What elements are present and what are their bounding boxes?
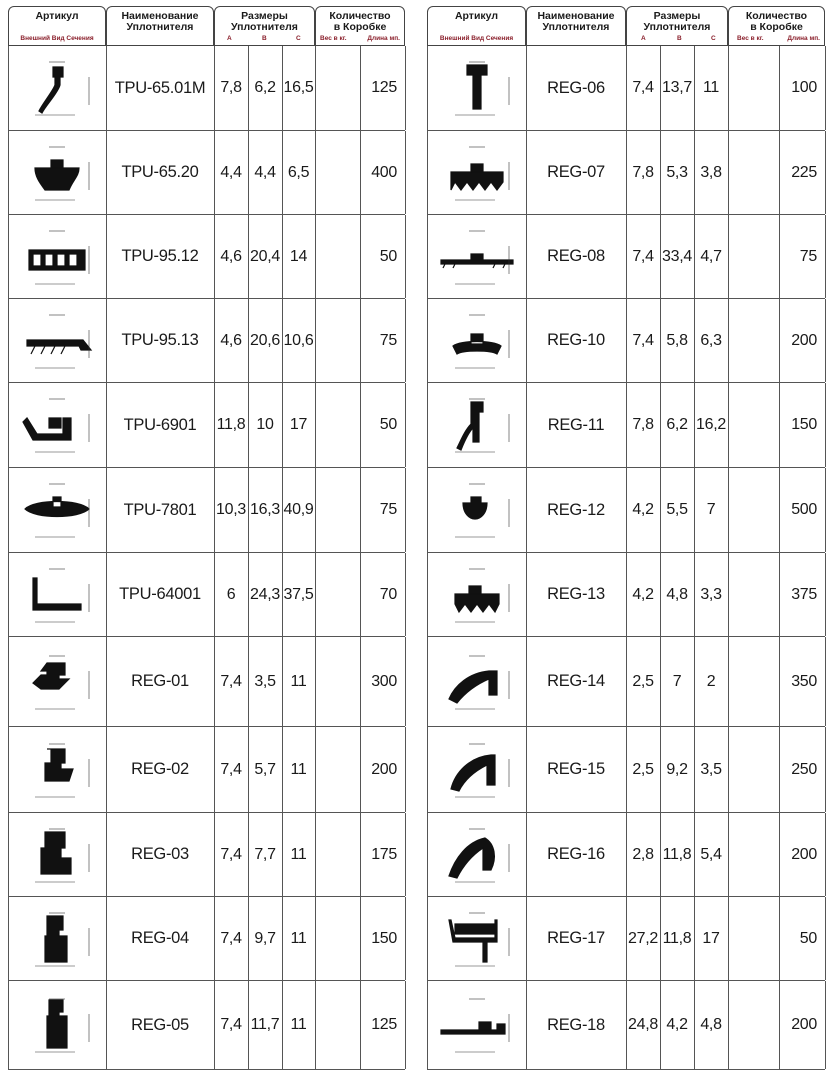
column-divider (405, 468, 406, 552)
size-c-value: 5,4 (700, 845, 722, 863)
weight-value (315, 215, 360, 298)
column-divider (825, 981, 826, 1069)
column-divider (405, 46, 406, 130)
qty-header-line1: Количество (329, 10, 391, 22)
left-rows (8, 46, 405, 1070)
size-c-value: 6,3 (700, 331, 722, 349)
weight-value (728, 131, 779, 214)
size-b-value: 11,7 (250, 1016, 280, 1033)
size-c-value: 4,8 (700, 1016, 722, 1033)
size-b-value: 5,8 (666, 331, 688, 349)
length-value: 50 (799, 929, 817, 947)
tpu-95-12-profile-icon (8, 215, 106, 298)
column-divider (825, 299, 826, 382)
table-row (427, 468, 825, 553)
size-c-value: 6,5 (287, 163, 310, 181)
size-a-value: 2,5 (632, 760, 654, 778)
reg-04-profile-icon (8, 897, 106, 980)
table-row (8, 637, 405, 727)
table-row (427, 131, 825, 215)
table-row (427, 46, 825, 131)
size-c-value: 11 (290, 929, 307, 947)
weight-value (315, 981, 360, 1069)
length-value: 75 (379, 331, 397, 349)
size-c-value: 11 (702, 79, 719, 96)
tpu-64001-profile-icon (8, 553, 106, 636)
size-c-value: 16,5 (283, 79, 314, 96)
reg-16-profile-icon (427, 813, 526, 896)
table-row (8, 468, 405, 553)
size-a-value: 4,6 (220, 247, 242, 265)
length-value: 75 (799, 247, 817, 265)
reg-03-profile-icon (8, 813, 106, 896)
seal-name: REG-08 (547, 247, 605, 265)
column-divider (825, 727, 826, 812)
size-c-label: C (711, 35, 716, 42)
column-divider (405, 897, 406, 980)
length-value: 200 (791, 331, 817, 349)
column-divider (825, 215, 826, 298)
weight-value (728, 637, 779, 726)
size-c-value: 10,6 (283, 331, 314, 349)
column-divider (825, 131, 826, 214)
column-divider (405, 727, 406, 812)
qty-length-label: Длина мп. (787, 35, 820, 42)
column-divider (405, 131, 406, 214)
article-header (8, 6, 106, 46)
length-value: 200 (791, 845, 817, 863)
size-c-value: 3,5 (700, 760, 722, 778)
qty-weight-label: Вес в кг. (320, 35, 347, 42)
size-a-value: 7,8 (632, 163, 654, 181)
sizes-header (214, 6, 315, 46)
column-divider (405, 553, 406, 636)
table-row (427, 981, 825, 1070)
weight-value (728, 299, 779, 382)
table-row (8, 383, 405, 468)
right-seal-table (427, 6, 825, 1034)
size-b-value: 5,3 (666, 163, 688, 181)
article-header-label: Артикул (35, 10, 79, 22)
size-c-value: 2 (706, 672, 716, 690)
sizes-header-line2: Уплотнителя (643, 21, 711, 33)
size-b-value: 5,5 (666, 501, 688, 518)
article-header-label: Артикул (454, 10, 499, 22)
weight-value (728, 383, 779, 467)
name-header (526, 6, 626, 46)
size-a-value: 2,5 (632, 672, 654, 690)
size-a-value: 11,8 (216, 416, 246, 433)
reg-01-profile-icon (8, 637, 106, 726)
size-a-value: 7,4 (220, 672, 242, 690)
size-c-value: 17 (289, 416, 308, 433)
table-row (8, 215, 405, 299)
weight-value (315, 131, 360, 214)
length-value: 200 (791, 1016, 817, 1033)
size-a-value: 4,6 (220, 331, 242, 349)
table-row (427, 727, 825, 813)
size-a-value: 7,4 (632, 247, 654, 265)
size-a-value: 2,8 (632, 845, 654, 863)
tpu-65-20-profile-icon (8, 131, 106, 214)
seal-name: REG-06 (547, 78, 605, 97)
size-b-value: 11,8 (662, 845, 692, 863)
size-b-value: 3,5 (254, 672, 276, 690)
reg-18-profile-icon (427, 981, 526, 1069)
length-value: 75 (379, 501, 397, 518)
sizes-header-line1: Размеры (653, 10, 701, 22)
weight-value (728, 215, 779, 298)
table-row (8, 131, 405, 215)
seal-name: TPU-95.13 (121, 331, 199, 349)
qty-header-line1: Количество (745, 10, 808, 22)
reg-13-profile-icon (427, 553, 526, 636)
size-a-value: 7,4 (632, 79, 654, 96)
table-row (8, 897, 405, 981)
weight-value (315, 553, 360, 636)
column-divider (405, 981, 406, 1069)
article-header (427, 6, 526, 46)
tpu-95-13-profile-icon (8, 299, 106, 382)
table-row (427, 215, 825, 299)
seal-name: REG-18 (547, 1015, 605, 1034)
column-divider (825, 383, 826, 467)
reg-07-profile-icon (427, 131, 526, 214)
size-b-value: 9,2 (666, 760, 688, 778)
size-c-value: 14 (289, 247, 308, 265)
weight-value (728, 897, 779, 980)
size-c-value: 7 (706, 501, 716, 518)
column-divider (405, 637, 406, 726)
size-a-label: A (227, 35, 232, 42)
size-a-value: 7,4 (220, 929, 242, 947)
name-header-line1: Наименование (537, 10, 615, 22)
column-divider (825, 553, 826, 636)
reg-14-profile-icon (427, 637, 526, 726)
length-value: 70 (379, 585, 397, 603)
weight-value (315, 813, 360, 896)
seal-name: REG-17 (547, 929, 605, 947)
seal-name: REG-02 (131, 760, 189, 778)
size-a-label: A (641, 35, 646, 42)
length-value: 200 (371, 760, 397, 778)
seal-name: TPU-64001 (119, 585, 201, 603)
size-c-value: 3,8 (700, 163, 722, 181)
length-value: 100 (791, 79, 817, 96)
reg-05-profile-icon (8, 981, 106, 1069)
size-a-value: 6 (226, 585, 236, 603)
tpu-6901-profile-icon (8, 383, 106, 467)
table-row (427, 813, 825, 897)
length-value: 150 (791, 416, 817, 433)
seal-name: REG-10 (547, 331, 605, 349)
column-divider (405, 215, 406, 298)
weight-value (315, 46, 360, 130)
seal-name: TPU-7801 (123, 500, 197, 519)
seal-name: TPU-95.12 (121, 247, 199, 265)
size-a-value: 4,2 (632, 585, 654, 603)
length-value: 125 (371, 79, 397, 96)
size-a-value: 7,4 (220, 1016, 242, 1033)
column-divider (825, 46, 826, 130)
length-value: 400 (371, 163, 397, 181)
size-c-value: 11 (290, 760, 307, 778)
size-b-value: 11,8 (662, 929, 692, 947)
column-divider (405, 383, 406, 467)
table-row (8, 813, 405, 897)
table-header (427, 6, 825, 46)
length-value: 500 (791, 501, 817, 518)
reg-11-profile-icon (427, 383, 526, 467)
sizes-header (626, 6, 728, 46)
article-header-sub: Внешний Вид Сечения (439, 35, 514, 42)
table-row (8, 46, 405, 131)
size-a-value: 27,2 (628, 929, 658, 947)
length-value: 50 (379, 416, 397, 433)
table-row (427, 637, 825, 727)
size-b-value: 24,3 (250, 585, 280, 603)
weight-value (728, 813, 779, 896)
reg-17-profile-icon (427, 897, 526, 980)
qty-header (728, 6, 825, 46)
size-b-value: 6,2 (254, 79, 276, 96)
weight-value (728, 468, 779, 552)
length-value: 375 (791, 585, 817, 603)
table-row (8, 299, 405, 383)
size-b-value: 20,6 (250, 331, 280, 349)
column-divider (825, 468, 826, 552)
size-c-value: 17 (702, 929, 720, 947)
length-value: 125 (371, 1016, 397, 1033)
seal-name: REG-14 (547, 672, 605, 690)
weight-value (315, 727, 360, 812)
size-c-value: 11 (290, 1016, 307, 1033)
size-b-value: 7 (672, 672, 682, 690)
size-c-value: 11 (290, 845, 307, 863)
size-a-value: 7,8 (220, 79, 242, 96)
size-b-value: 4,8 (666, 585, 688, 603)
size-c-value: 40,9 (283, 501, 314, 518)
qty-length-label: Длина мп. (367, 35, 400, 42)
table-row (427, 383, 825, 468)
table-row (427, 299, 825, 383)
qty-header (315, 6, 405, 46)
column-divider (825, 813, 826, 896)
column-divider (405, 299, 406, 382)
column-divider (825, 637, 826, 726)
table-row (427, 897, 825, 981)
length-value: 350 (791, 672, 817, 690)
size-a-value: 4,2 (632, 501, 654, 518)
seal-name: REG-05 (131, 1015, 189, 1034)
reg-12-profile-icon (427, 468, 526, 552)
seal-name: TPU-6901 (123, 415, 197, 434)
length-value: 225 (791, 163, 817, 181)
column-divider (825, 897, 826, 980)
seal-name: REG-12 (547, 500, 605, 519)
size-b-value: 9,7 (254, 929, 276, 947)
size-b-value: 6,2 (666, 416, 688, 433)
seal-name: REG-03 (131, 845, 189, 863)
weight-value (728, 727, 779, 812)
length-value: 300 (371, 672, 397, 690)
size-b-value: 33,4 (662, 247, 692, 265)
length-value: 50 (379, 247, 397, 265)
length-value: 175 (371, 845, 397, 863)
seal-name: REG-01 (131, 672, 189, 690)
sizes-header-line1: Размеры (241, 10, 288, 22)
length-value: 150 (371, 929, 397, 947)
table-row (8, 553, 405, 637)
table-header (8, 6, 405, 46)
name-header (106, 6, 214, 46)
article-header-sub: Внешний Вид Сечения (20, 35, 94, 42)
table-row (427, 553, 825, 637)
size-a-value: 4,4 (220, 163, 242, 181)
seal-name: REG-15 (547, 760, 605, 778)
size-c-value: 11 (290, 672, 307, 690)
seal-name: REG-07 (547, 163, 605, 181)
size-a-value: 7,4 (220, 845, 242, 863)
seal-name: REG-13 (547, 585, 605, 603)
tpu-7801-profile-icon (8, 468, 106, 552)
qty-weight-label: Вес в кг. (737, 35, 764, 42)
name-header-line1: Наименование (121, 10, 199, 22)
size-a-value: 7,4 (632, 331, 654, 349)
weight-value (315, 897, 360, 980)
size-c-value: 4,7 (700, 247, 722, 265)
name-header-line2: Уплотнителя (126, 21, 194, 33)
size-b-value: 13,7 (662, 79, 692, 96)
weight-value (315, 299, 360, 382)
seal-name: REG-16 (547, 845, 605, 863)
seal-name: REG-11 (547, 415, 605, 434)
weight-value (315, 468, 360, 552)
weight-value (728, 553, 779, 636)
size-b-value: 5,7 (254, 760, 276, 778)
seal-name: TPU-65.20 (121, 163, 199, 181)
weight-value (728, 46, 779, 130)
size-b-value: 20,4 (250, 247, 280, 265)
size-b-value: 7,7 (254, 845, 276, 863)
size-a-value: 24,8 (628, 1016, 658, 1033)
weight-value (315, 637, 360, 726)
seal-name: TPU-65.01M (114, 78, 206, 97)
size-c-label: C (296, 35, 301, 42)
size-a-value: 7,8 (632, 416, 654, 433)
reg-06-profile-icon (427, 46, 526, 130)
size-c-value: 37,5 (283, 585, 314, 603)
size-b-value: 16,3 (250, 501, 280, 518)
name-header-line2: Уплотнителя (542, 21, 610, 33)
reg-15-profile-icon (427, 727, 526, 812)
reg-08-profile-icon (427, 215, 526, 298)
size-a-value: 10,3 (216, 501, 246, 518)
length-value: 250 (791, 760, 817, 778)
sizes-header-line2: Уплотнителя (231, 21, 298, 33)
size-b-value: 10 (256, 416, 274, 433)
weight-value (315, 383, 360, 467)
tpu-65-01m-profile-icon (8, 46, 106, 130)
size-b-label: B (262, 35, 267, 42)
weight-value (728, 981, 779, 1069)
size-b-value: 4,4 (254, 163, 276, 181)
size-c-value: 3,3 (700, 585, 722, 603)
reg-02-profile-icon (8, 727, 106, 812)
left-seal-table (8, 6, 405, 1034)
reg-10-profile-icon (427, 299, 526, 382)
table-row (8, 981, 405, 1070)
qty-header-line2: в Коробке (750, 21, 803, 33)
seal-name: REG-04 (131, 929, 189, 947)
size-c-value: 16,2 (696, 416, 726, 433)
table-row (8, 727, 405, 813)
qty-header-line2: в Коробке (333, 21, 387, 33)
size-a-value: 7,4 (220, 760, 242, 778)
column-divider (405, 813, 406, 896)
size-b-label: B (677, 35, 682, 42)
right-rows (427, 46, 825, 1070)
size-b-value: 4,2 (666, 1016, 688, 1033)
